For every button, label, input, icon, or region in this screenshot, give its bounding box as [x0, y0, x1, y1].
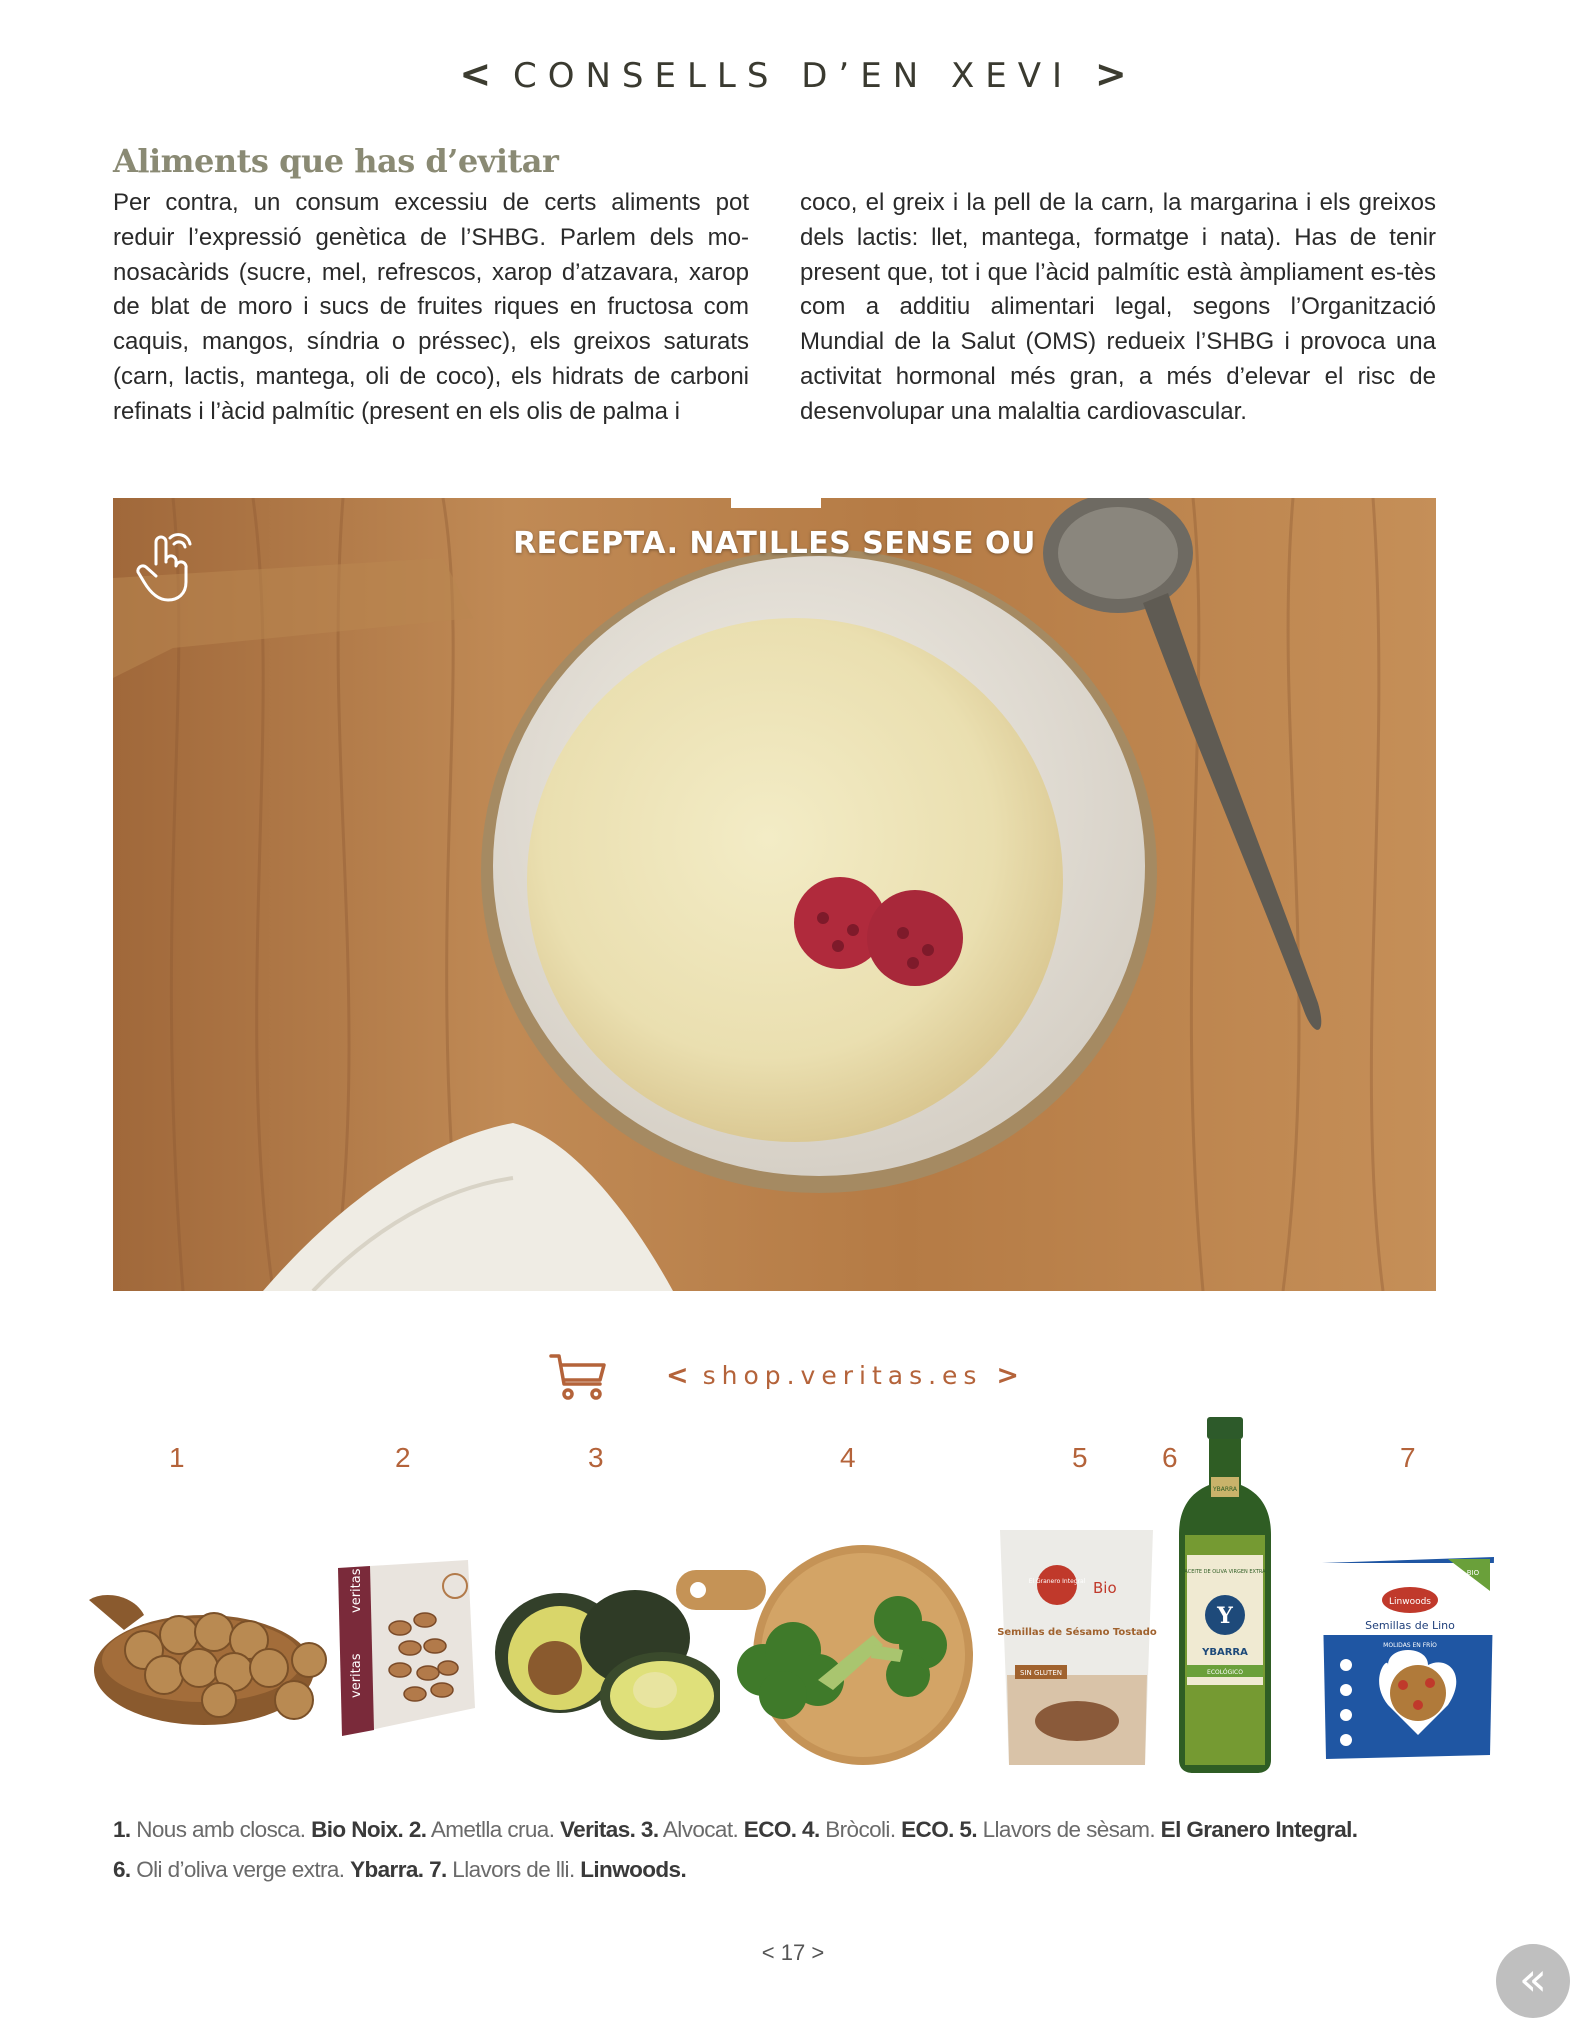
photo-tab-marker — [731, 498, 821, 508]
linseed-bio-text: BIO — [1466, 1569, 1480, 1577]
caption-item-7: 7. Llavors de lli. Linwoods. — [423, 1857, 687, 1882]
shop-link[interactable] — [666, 1360, 1019, 1391]
product-number-3: 3 — [588, 1442, 604, 1473]
section-title: Aliments que has d’evitar — [113, 142, 559, 180]
page-number: < 17 > — [761, 1940, 825, 1965]
back-button[interactable] — [1496, 1944, 1570, 2018]
sesame-bio-text: Bio — [1093, 1579, 1117, 1597]
oil-label-text: ACEITE DE OLIVA VIRGEN EXTRA — [1184, 1569, 1266, 1575]
almonds-bag-illustration — [330, 1558, 480, 1738]
sesame-gluten-text: SIN GLUTEN — [1019, 1669, 1063, 1677]
product-number-6: 6 — [1162, 1442, 1178, 1473]
product-number-5: 5 — [1072, 1442, 1088, 1473]
caption-item-5: 5. Llavors de sèsam. El Granero Integral. — [953, 1817, 1358, 1842]
oil-neck-text: YBARRA — [1212, 1486, 1238, 1493]
product-almonds-bag[interactable] — [330, 1558, 480, 1738]
product-number-2: 2 — [395, 1442, 411, 1473]
sesame-product-text: Semillas de Sésamo Tostado — [997, 1627, 1157, 1638]
double-chevron-left-icon: « — [1518, 1952, 1548, 2006]
recipe-photo[interactable] — [113, 498, 1436, 1291]
header-right-bracket: > — [1094, 52, 1127, 96]
product-walnuts-image[interactable] — [84, 1560, 334, 1740]
header-title: CONSELLS D’EN XEVI — [512, 56, 1074, 96]
product-olive-oil-bottle[interactable] — [1175, 1415, 1275, 1775]
section-header — [0, 52, 1586, 96]
body-text-right: coco, el greix i la pell de la carn, la margarina i els greixos dels lactis: llet, mantega, formatge i nata). Has de tenir present que, tot i que l’àcid palmític està àmpliament es-tès com a additiu alimentari legal, segons l’Organització Mundial de la Salut (OMS) redueix l’SHBG i provoca una activitat hormonal més gran, a més d’elevar el risc de desenvolupar una malaltia cardiovascular. — [800, 189, 1436, 425]
almonds-brand-text-2: veritas — [349, 1568, 364, 1613]
shop-url[interactable]: shop.veritas.es — [702, 1361, 983, 1390]
linseed-pack-illustration — [1318, 1555, 1498, 1760]
caption-item-6: 6. Oli d’oliva verge extra. Ybarra. — [113, 1857, 424, 1882]
linseed-brand-text: Linwoods — [1389, 1597, 1431, 1607]
linseed-sub-text: MOLIDAS EN FRÍO — [1383, 1642, 1437, 1649]
tap-hand-icon[interactable] — [130, 530, 196, 604]
linseed-product-text: Semillas de Lino — [1365, 1619, 1455, 1632]
product-linseed-pack[interactable] — [1318, 1555, 1498, 1760]
caption-item-2: 2. Ametlla crua. Veritas. — [403, 1817, 636, 1842]
product-number-7: 7 — [1400, 1442, 1416, 1473]
product-sesame-bag[interactable] — [995, 1525, 1160, 1770]
oil-eco-text: ECOLÓGICO — [1207, 1669, 1243, 1676]
cart-icon[interactable] — [548, 1352, 608, 1402]
product-broccoli-image[interactable] — [668, 1540, 978, 1780]
sesame-bag-illustration — [995, 1525, 1160, 1770]
shop-right-bracket: > — [996, 1360, 1020, 1391]
product-number-4: 4 — [840, 1442, 856, 1473]
caption-item-3: 3. Alvocat. ECO. — [635, 1817, 797, 1842]
almonds-brand-text: veritas — [349, 1653, 364, 1698]
shop-left-bracket: < — [666, 1360, 689, 1391]
body-text-left: Per contra, un consum excessiu de certs aliments pot reduir l’expressió genètica de l’SHBG. Parlem dels mo-nosacàrids (sucre, mel, refrescos, xarop d’atzavara, xarop de blat de moro i sucs de fruites riques en fructosa com caquis, mangos, síndria o préssec), els greixos saturats (carn, lactis, mantega, oli de coco), els hidrats de carboni refinats i l’àcid palmític (present en els olis de palma i — [113, 189, 749, 425]
oil-logo-letter: Y — [1217, 1603, 1233, 1629]
caption-item-1: 1. Nous amb closca. Bio Noix. — [113, 1817, 404, 1842]
oil-brand-text: YBARRA — [1202, 1647, 1248, 1658]
recipe-title: RECEPTA. NATILLES SENSE OU — [513, 526, 1036, 561]
header-left-bracket: < — [459, 52, 492, 96]
sesame-brand-text: El Granero Integral — [1028, 1578, 1086, 1585]
custard-bowl-illustration — [113, 498, 1436, 1291]
olive-oil-bottle-illustration — [1175, 1415, 1275, 1775]
product-caption — [113, 1810, 1453, 1890]
product-number-1: 1 — [169, 1442, 185, 1473]
caption-item-4: 4. Bròcoli. ECO. — [796, 1817, 954, 1842]
